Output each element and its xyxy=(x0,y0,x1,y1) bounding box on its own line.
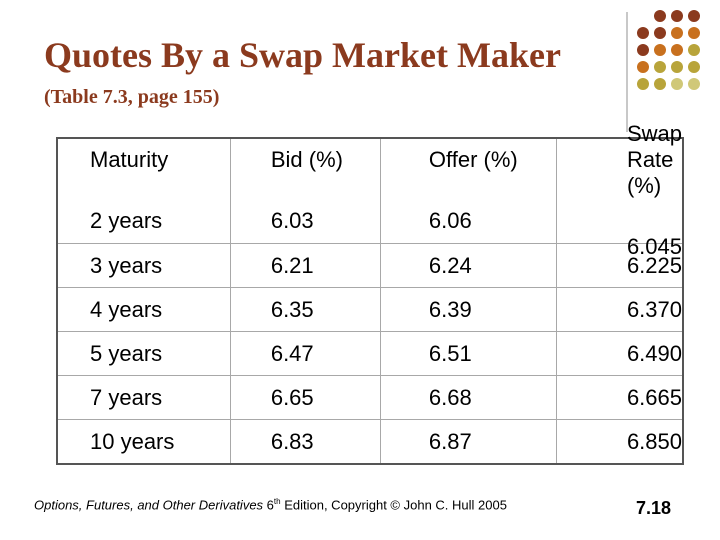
decorative-dot xyxy=(688,78,700,90)
table-cell xyxy=(380,376,556,420)
cell-value: 6.83 xyxy=(270,428,314,454)
decorative-dot xyxy=(637,78,649,90)
cell-value: 5 years xyxy=(90,340,163,366)
cell-value: 6.39 xyxy=(428,296,472,322)
decorative-dot xyxy=(637,61,649,73)
table-cell xyxy=(380,244,556,288)
decorative-dot xyxy=(671,44,683,56)
swap-quotes-table xyxy=(56,121,684,465)
table-cell xyxy=(57,420,230,465)
table-cell xyxy=(230,288,380,332)
column-header: Bid (%) xyxy=(270,147,343,172)
column-header: Maturity xyxy=(90,147,169,172)
table-cell xyxy=(380,420,556,465)
cell-value: 4 years xyxy=(90,296,163,322)
page-number: 7.18 xyxy=(636,498,672,518)
table-cell xyxy=(230,244,380,288)
table-row xyxy=(57,332,683,376)
decorative-dot xyxy=(688,10,700,22)
cell-value: 6.47 xyxy=(270,340,314,366)
decorative-dot xyxy=(671,78,683,90)
table-row xyxy=(57,420,683,465)
cell-value: 10 years xyxy=(90,428,175,454)
table-cell xyxy=(57,288,230,332)
table-row xyxy=(57,244,683,288)
slide-subtitle: (Table 7.3, page 155) xyxy=(44,86,220,108)
decorative-dot xyxy=(688,44,700,56)
cell-value: 6.665 xyxy=(626,384,682,410)
table-cell xyxy=(380,332,556,376)
table-cell xyxy=(230,332,380,376)
cell-value: 6.850 xyxy=(626,428,682,454)
cell-value: 6.045 xyxy=(626,234,682,259)
table-row xyxy=(57,288,683,332)
column-header: Offer (%) xyxy=(428,147,518,172)
cell-value: 6.24 xyxy=(428,252,472,278)
cell-value: 6.225 xyxy=(626,252,682,278)
footer-citation xyxy=(34,497,507,512)
decorative-dot xyxy=(637,44,649,56)
cell-value: 6.68 xyxy=(428,384,472,410)
table-cell xyxy=(230,138,380,244)
slide-title: Quotes By a Swap Market Maker xyxy=(44,35,561,75)
column-header: Swap Rate (%) xyxy=(626,121,682,198)
table-cell xyxy=(556,420,683,465)
cell-value: 6.51 xyxy=(428,340,472,366)
table-row xyxy=(57,138,683,244)
divider-line xyxy=(626,12,628,132)
cell-value: 6.21 xyxy=(270,252,314,278)
table-cell xyxy=(57,138,230,244)
decorative-dot xyxy=(688,27,700,39)
decorative-dot xyxy=(654,27,666,39)
footer-copyright: Edition, Copyright © John C. Hull 2005 xyxy=(284,497,507,513)
table-cell xyxy=(230,376,380,420)
table-cell xyxy=(556,332,683,376)
decorative-dot xyxy=(688,61,700,73)
table-cell xyxy=(230,420,380,465)
decorative-dot xyxy=(654,44,666,56)
cell-value: 6.35 xyxy=(270,296,314,322)
table-cell xyxy=(57,376,230,420)
decorative-dot xyxy=(654,61,666,73)
table-cell xyxy=(57,332,230,376)
footer-edition-number: 6 xyxy=(266,497,274,513)
decorative-dot xyxy=(654,10,666,22)
cell-value: 2 years xyxy=(90,208,163,233)
cell-value: 6.06 xyxy=(428,208,472,233)
footer-edition-suffix: th xyxy=(273,497,281,506)
table-cell xyxy=(556,376,683,420)
table-cell xyxy=(57,244,230,288)
table-row xyxy=(57,376,683,420)
cell-value: 6.370 xyxy=(626,296,682,322)
decorative-dot xyxy=(671,27,683,39)
footer-book-title: Options, Futures, and Other Derivatives xyxy=(34,497,264,513)
decorative-dot xyxy=(671,61,683,73)
cell-value: 6.490 xyxy=(626,340,682,366)
cell-value: 7 years xyxy=(90,384,163,410)
decorative-dot xyxy=(671,10,683,22)
table-cell xyxy=(556,121,683,259)
decorative-dot xyxy=(654,78,666,90)
decorative-dot xyxy=(637,27,649,39)
table-cell xyxy=(380,138,556,244)
cell-value: 6.65 xyxy=(270,384,314,410)
cell-value: 6.03 xyxy=(270,208,314,233)
table-cell xyxy=(556,288,683,332)
cell-value: 6.87 xyxy=(428,428,472,454)
table-cell xyxy=(380,288,556,332)
cell-value: 3 years xyxy=(90,252,163,278)
